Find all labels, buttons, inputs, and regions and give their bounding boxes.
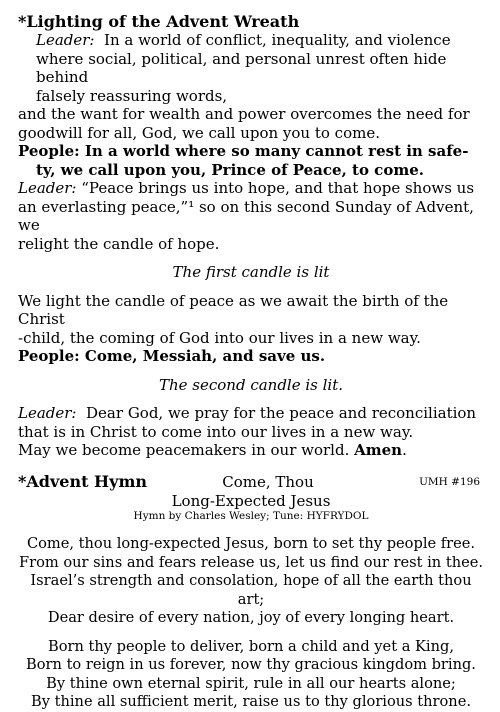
verse-line: Born to reign in us forever, now thy gracious kingdom bring. [26, 656, 476, 673]
hymn-verse-2 [18, 638, 484, 712]
people-response-1 [18, 142, 484, 179]
people-response-2: People: Come, Messiah, and save us. [18, 347, 326, 365]
prayer-line: Dear God, we pray for the peace and reconciliation [86, 404, 477, 422]
verse-line: By thine all sufficient merit, raise us to thy glorious throne. [31, 693, 471, 710]
verse-line: Come, thou long-expected Jesus, born to set thy people free. [26, 535, 476, 552]
candle-lighting-text [18, 292, 484, 348]
hymn-number: UMH #196 [419, 475, 480, 488]
leader-line: an everlasting peace,”¹ so on this second Sunday of Advent, we [18, 197, 474, 234]
hymn-title-line2: Long-Expected Jesus [171, 491, 331, 510]
hymn-heading: *Advent Hymn [18, 471, 148, 491]
hymn-credit: Hymn by Charles Wesley; Tune: HYFRYDOL [133, 510, 369, 522]
leader-line: In a world of conflict, inequality, and violence [104, 31, 451, 49]
leader-prayer [18, 404, 484, 460]
amen-period: . [402, 441, 407, 459]
leader-tag: Leader: [18, 179, 77, 197]
leader-line: and the want for wealth and power overcomes the need for [18, 105, 470, 123]
people-line: People: In a world where so many cannot rest in safe- [18, 142, 469, 160]
verse-line: Dear desire of every nation, joy of every longing heart. [47, 609, 455, 626]
leader-reading-1 [18, 31, 484, 142]
verse-line: From our sins and fears release us, let us find our rest in thee. [18, 553, 484, 571]
leader-tag: Leader: [18, 404, 77, 422]
lighting-line: We light the candle of peace as we await the birth of the Christ [18, 291, 449, 328]
leader-reading-2 [18, 179, 484, 253]
lighting-line: -child, the coming of God into our lives in a new way. [18, 328, 421, 347]
people-line: ty, we call upon you, Prince of Peace, to come. [36, 160, 424, 179]
amen: Amen [354, 441, 403, 459]
leader-line: falsely reassuring words, [36, 86, 228, 105]
leader-line: where social, political, and personal unrest often hide behind [36, 49, 447, 86]
leader-line: relight the candle of hope. [18, 234, 220, 253]
verse-line: Israel’s strength and consolation, hope of all the earth thou art; [30, 572, 472, 608]
hymn-header [18, 472, 484, 492]
hymn-title-line1: Come, Thou [222, 472, 314, 491]
leader-line: goodwill for all, God, we call upon you to come. [18, 123, 380, 142]
verse-line: Born thy people to deliver, born a child and yet a King, [48, 637, 454, 655]
leader-line: “Peace brings us into hope, and that hope shows us [81, 179, 475, 197]
prayer-line: May we become peacemakers in our world. [18, 441, 350, 459]
prayer-line: that is in Christ to come into our lives in a new way. [18, 422, 414, 441]
rubric-first-candle: The first candle is lit [172, 263, 330, 281]
rubric-second-candle: The second candle is lit. [158, 375, 344, 394]
verse-line: By thine own eternal spirit, rule in all our hearts alone; [46, 674, 456, 692]
hymn-verse-1 [18, 535, 484, 628]
wreath-heading: *Lighting of the Advent Wreath [18, 12, 300, 31]
leader-tag: Leader: [36, 31, 95, 49]
